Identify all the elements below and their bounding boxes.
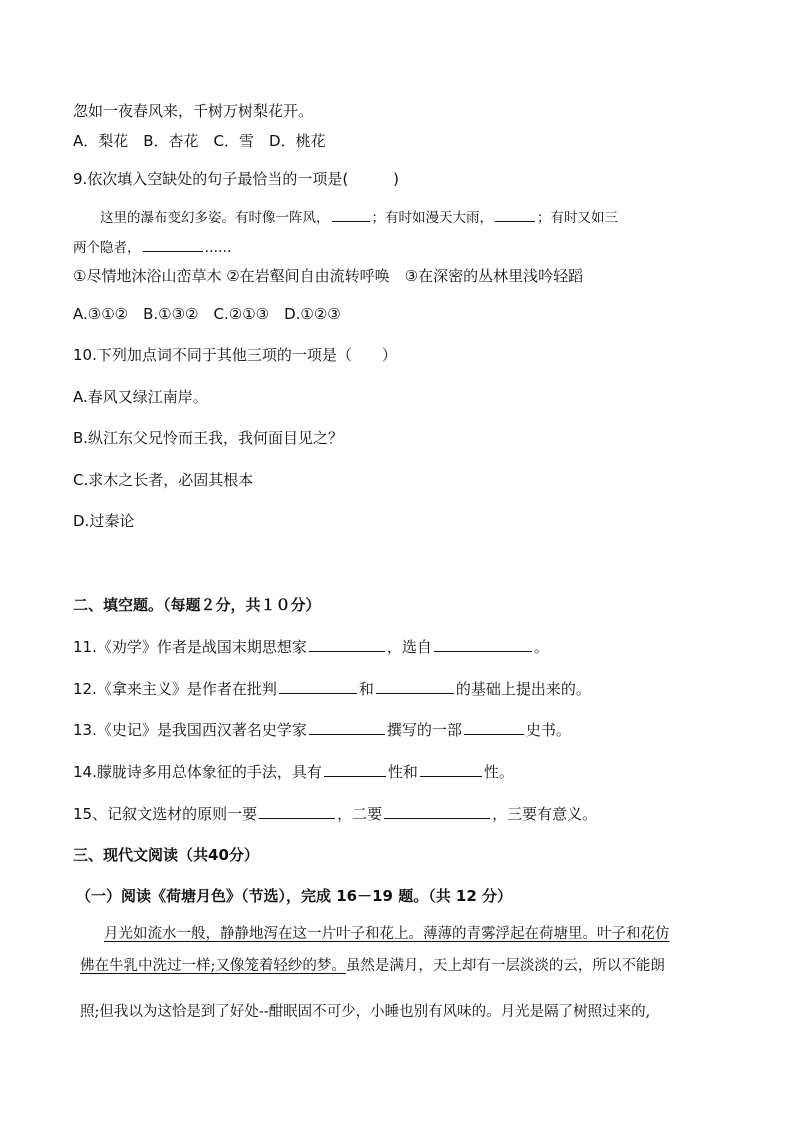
q9-blank-1 (332, 206, 370, 222)
q9-passage-part-a: 这里的瀑布变幻多姿。有时像一阵风， (100, 210, 330, 226)
verse-line: 忽如一夜春风来，千树万树梨花开。 (73, 102, 314, 120)
passage-line-2-rest: 虽然是满月，天上却有一层淡淡的云，所以不能朗 (345, 958, 665, 974)
q9-stem: 9.依次填入空缺处的句子最恰当的一项是( ) (73, 170, 400, 188)
q12-blank-1 (279, 678, 357, 694)
section2-heading: 二、填空题。（每题２分，共１０分） (73, 596, 321, 614)
q10-option-a: A.春风又绿江南岸。 (73, 388, 208, 406)
q11-blank-1 (309, 636, 385, 652)
q9-clauses: ①尽情地沐浴山峦草木 ②在岩壑间自由流转呼唤 ③在深密的丛林里浅吟轻蹈 (73, 267, 584, 285)
passage-line-2-underlined: 佛在牛乳中洗过一样;又像笼着轻纱的梦。 (80, 958, 346, 974)
q9-passage-part-c: ；有时又如三 (537, 210, 618, 226)
q12-blank-2 (376, 678, 454, 694)
q8-options: A．梨花 B．杏花 C．雪 D．桃花 (73, 132, 326, 150)
q14-text-a: 14.朦胧诗多用总体象征的手法，具有 (73, 763, 322, 781)
q13-text-c: 史书。 (525, 721, 571, 739)
q9-passage-part-b: ；有时如漫天大雨， (371, 210, 493, 226)
q11-blank-2 (434, 636, 532, 652)
passage-line-3: 照;但我以为这恰是到了好处--酣眠固不可少，小睡也别有风味的。月光是隔了树照过来的, (80, 1004, 651, 1020)
q14-blank-2 (420, 761, 482, 777)
q9-passage-line2 (73, 236, 232, 258)
q10-option-b: B.纵江东父兄怜而王我，我何面目见之？ (73, 429, 344, 447)
q15-blank-1 (259, 803, 335, 819)
passage-line-1-text: 月光如流水一般，静静地泻在这一片叶子和花上。薄薄的青雾浮起在荷塘里。叶子和花仿 (104, 926, 670, 942)
q15-text-c: ，三要有意义。 (492, 805, 598, 823)
q15-text-b: ，二要 (337, 805, 383, 823)
q13-text-b: 撰写的一部 (386, 721, 462, 739)
q11-text-c: 。 (533, 638, 549, 656)
passage-line-1 (104, 924, 670, 944)
q12-line (73, 678, 591, 699)
q15-line (73, 803, 597, 824)
q13-text-a: 13.《史记》是我国西汉著名史学家 (73, 721, 307, 739)
section3-heading: 三、现代文阅读（共40分） (73, 846, 259, 864)
q9-passage-line1 (100, 206, 618, 228)
q9-passage-part-e: …… (204, 240, 232, 256)
q13-blank-1 (309, 719, 385, 735)
q9-options: A.③①② B.①③② C.②①③ D.①②③ (73, 305, 341, 323)
q13-line (73, 719, 571, 740)
q14-text-c: 性。 (483, 763, 514, 781)
q13-blank-2 (464, 719, 524, 735)
q11-text-a: 11.《劝学》作者是战国末期思想家 (73, 638, 307, 656)
q12-text-b: 和 (358, 680, 374, 698)
q14-blank-1 (324, 761, 386, 777)
q15-blank-2 (384, 803, 490, 819)
q12-text-a: 12.《拿来主义》是作者在批判 (73, 680, 277, 698)
q10-option-d: D.过秦论 (73, 512, 135, 530)
q9-passage-part-d: 两个隐者， (73, 240, 141, 256)
q14-text-b: 性和 (387, 763, 418, 781)
q10-stem: 10.下列加点词不同于其他三项的一项是（ ） (73, 346, 397, 364)
q15-text-a: 15、记叙文选材的原则一要 (73, 805, 258, 823)
q9-blank-2 (495, 206, 535, 222)
q12-text-c: 的基础上提出来的。 (455, 680, 591, 698)
q9-blank-3 (143, 236, 203, 252)
q11-text-b: ，选自 (386, 638, 432, 656)
section3-sub-heading: （一）阅读《荷塘月色》（节选），完成 16－19 题。（共 12 分） (76, 887, 513, 905)
passage-line-2 (80, 956, 665, 976)
q10-option-c: C.求木之长者，必固其根本 (73, 471, 254, 489)
q11-line (73, 636, 549, 657)
q14-line (73, 761, 514, 782)
